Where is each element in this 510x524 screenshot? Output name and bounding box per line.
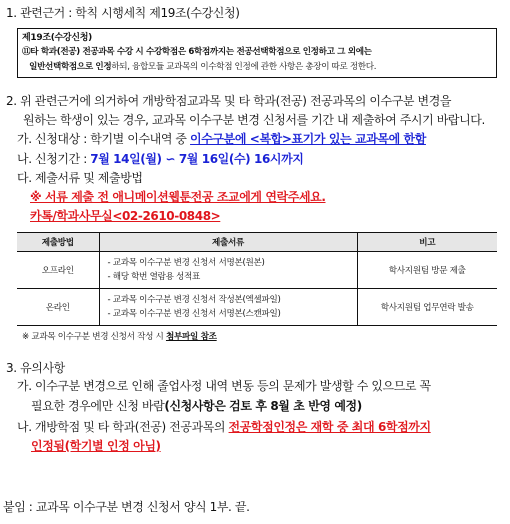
contact-notice: ※ 서류 제출 전 애니메이션웹툰전공 조교에게 연락주세요. [30,190,326,204]
table-header-note: 비고 [357,233,497,252]
regulation-box [17,28,497,78]
table-cell-docs [99,252,357,289]
section1-heading: 1. 관련근거 : 학칙 시행세칙 제19조(수강신청) [6,6,240,20]
method-label: 다. 제출서류 및 제출방법 [17,171,143,185]
caution-a-line-1: 가. 이수구분 변경으로 인해 졸업사정 내역 변동 등의 문제가 발생할 수 있으므로 꼭 [17,379,431,393]
regulation-line-2-bold: 일반선택학점으로 인정 [29,62,112,72]
table-header-docs: 제출서류 [99,233,357,252]
target-line [17,131,426,147]
table-cell-note: 학사지원팀 방문 제출 [357,252,497,289]
table-cell-method: 오프라인 [17,252,99,289]
footnote-attachment-ref: 첨부파일 참조 [165,332,217,342]
period-highlight: 7월 14일(월) ∽ 7월 16일(수) 16시까지 [90,152,304,166]
regulation-line-2 [22,60,492,75]
caution-a-prefix: 필요한 경우에만 신청 바람 [31,399,165,413]
table-header-method: 제출방법 [17,233,99,252]
table-row [17,289,497,326]
regulation-line-1: ⑪타 학과(전공) 전공과목 수강 시 수강학점은 6학점까지는 전공선택학점으로 인정하고 그 외에는 [22,47,372,57]
table-doc-item: - 교과목 이수구분 변경 신청서 서명본(스캔파일) [107,309,281,319]
regulation-line-2-rest: 하되, 융합모듈 교과목의 이수학점 인정에 관한 사항은 총장이 따로 정한다. [111,62,377,72]
section3-heading: 3. 유의사항 [6,361,65,375]
table-cell-note: 학사지원팀 업무연락 발송 [357,289,497,326]
section2-line-1: 2. 위 관련근거에 의거하여 개방학점교과목 및 타 학과(전공) 전공과목의 이수구분 변경을 [6,94,452,108]
period-line [17,151,303,167]
caution-b-prefix: 나. 개방학점 및 타 학과(전공) 전공과목의 [17,420,229,434]
regulation-title: 제19조(수강신청) [22,33,92,43]
caution-a-bold: (신청사항은 검토 후 8월 초 반영 예정) [164,399,362,413]
table-footnote [22,331,217,344]
table-cell-docs [99,289,357,326]
table-header-row [17,233,497,252]
caution-a-line-2 [31,398,362,414]
caution-b-highlight: 전공학점인정은 재학 중 최대 6학점까지 [228,420,431,434]
submission-table [17,232,497,326]
period-prefix: 나. 신청기간 : [17,152,91,166]
section2-line-2: 원하는 학생이 있는 경우, 교과목 이수구분 변경 신청서를 기간 내 제출하여 주시기 바랍니다. [23,113,485,127]
caution-b-line-1 [17,419,431,435]
attachment-note: 붙임 : 교과목 이수구분 변경 신청서 양식 1부. 끝. [3,500,250,514]
target-prefix: 가. 신청대상 : 학기별 이수내역 중 [17,132,191,146]
table-cell-method: 온라인 [17,289,99,326]
caution-b-line-2: 인정됨(학기별 인정 아님) [31,439,161,453]
target-highlight: 이수구분에 <복합>표기가 있는 교과목에 한함 [190,132,426,146]
contact-info: 카톡/학과사무실<02-2610-0848> [30,209,221,223]
footnote-prefix: ※ 교과목 이수구분 변경 신청서 작성 시 [22,332,166,342]
table-row [17,252,497,289]
table-doc-item: - 해당 학번 열람용 성적표 [107,272,201,282]
table-doc-item: - 교과목 이수구분 변경 신청서 서명본(원본) [107,258,265,268]
table-doc-item: - 교과목 이수구분 변경 신청서 작성본(엑셀파일) [107,295,281,305]
